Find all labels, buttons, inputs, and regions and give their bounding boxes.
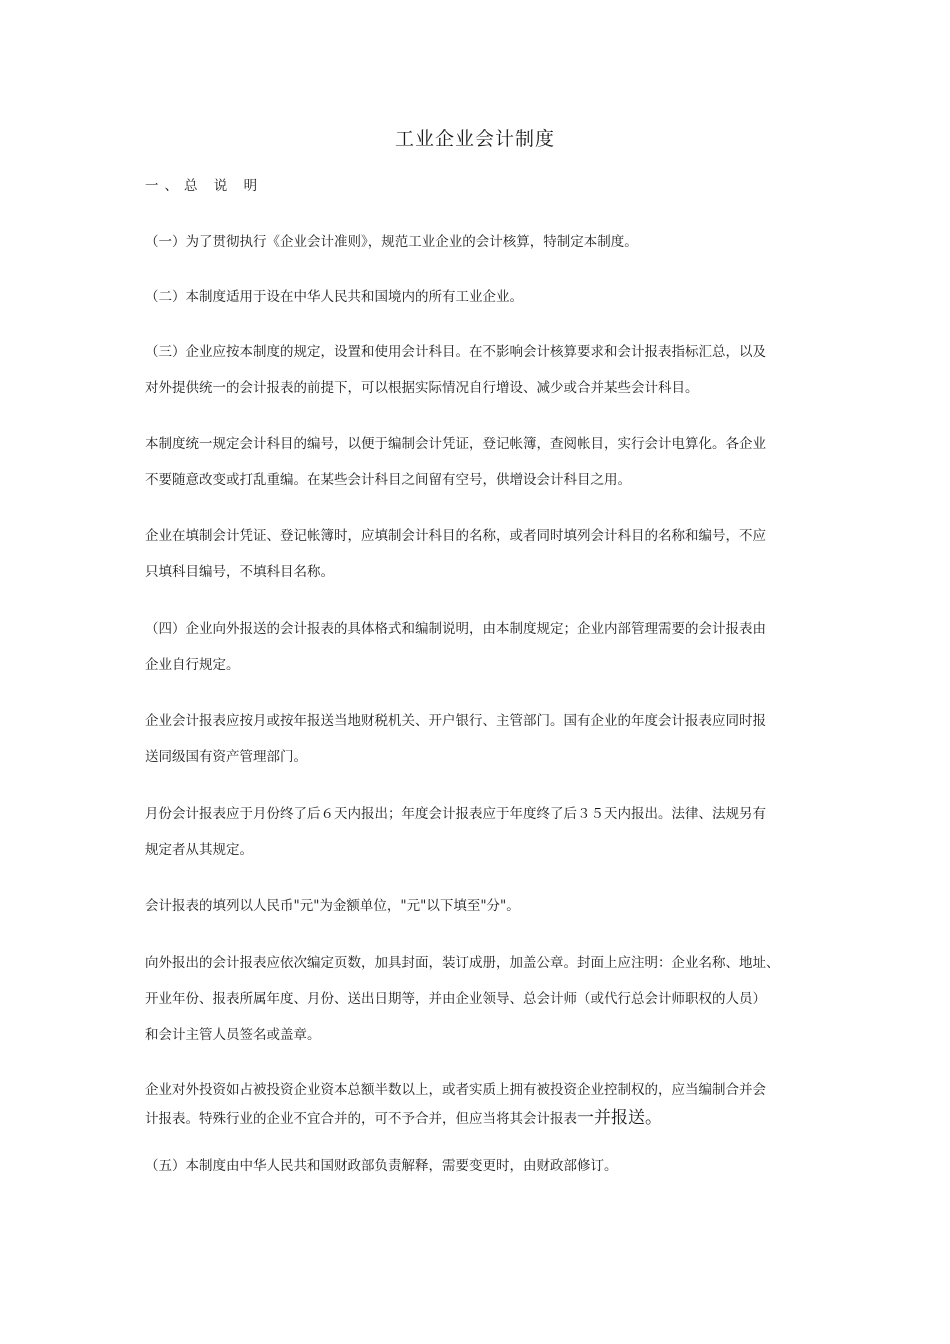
paragraph-line: 开业年份、报表所属年度、月份、送出日期等，并由企业领导、总会计师（或代行总会计师职权的人员） <box>145 991 766 1007</box>
paragraph-line: 只填科目编号，不填科目名称。 <box>145 564 334 580</box>
paragraph-text-large: 一并报送。 <box>577 1108 662 1128</box>
paragraph-line: （三）企业应按本制度的规定，设置和使用会计科目。在不影响会计核算要求和会计报表指标汇总，以及 <box>145 344 766 360</box>
paragraph-line: 会计报表的填列以人民币"元"为金额单位，"元"以下填至"分"。 <box>145 898 520 914</box>
document-title: 工业企业会计制度 <box>394 128 555 150</box>
paragraph-line: （一）为了贯彻执行《企业会计准则》，规范工业企业的会计核算，特制定本制度。 <box>145 234 638 250</box>
paragraph-line: 企业自行规定。 <box>145 657 240 673</box>
paragraph-line: 企业在填制会计凭证、登记帐簿时，应填制会计科目的名称，或者同时填列会计科目的名称和编号，不应 <box>145 528 766 544</box>
paragraph-line: 企业对外投资如占被投资企业资本总额半数以上，或者实质上拥有被投资企业控制权的，应当编制合并会 <box>145 1082 766 1098</box>
paragraph-line <box>145 1108 825 1129</box>
paragraph-line: （四）企业向外报送的会计报表的具体格式和编制说明，由本制度规定；企业内部管理需要的会计报表由 <box>145 621 766 637</box>
paragraph-line: 送同级国有资产管理部门。 <box>145 749 307 765</box>
paragraph-line: 对外提供统一的会计报表的前提下，可以根据实际情况自行增设、减少或合并某些会计科目。 <box>145 380 699 396</box>
paragraph-line: （二）本制度适用于设在中华人民共和国境内的所有工业企业。 <box>145 289 523 305</box>
section-heading: 一、总 说 明 <box>145 178 264 194</box>
paragraph-line: 规定者从其规定。 <box>145 842 253 858</box>
paragraph-line: 企业会计报表应按月或按年报送当地财税机关、开户银行、主管部门。国有企业的年度会计报表应同时报 <box>145 713 766 729</box>
paragraph-line: 不要随意改变或打乱重编。在某些会计科目之间留有空号，供增设会计科目之用。 <box>145 472 631 488</box>
paragraph-text: 计报表。特殊行业的企业不宜合并的，可不予合并，但应当将其会计报表 <box>145 1111 577 1127</box>
paragraph-line: 向外报出的会计报表应依次编定页数，加具封面，装订成册，加盖公章。封面上应注明：企业名称、地址、 <box>145 955 780 971</box>
paragraph-line: 本制度统一规定会计科目的编号，以便于编制会计凭证，登记帐簿，查阅帐目，实行会计电算化。各企业 <box>145 436 766 452</box>
paragraph-line: （五）本制度由中华人民共和国财政部负责解释，需要变更时，由财政部修订。 <box>145 1158 618 1174</box>
paragraph-line: 月份会计报表应于月份终了后６天内报出；年度会计报表应于年度终了后３５天内报出。法律、法规另有 <box>145 806 766 822</box>
paragraph-line: 和会计主管人员签名或盖章。 <box>145 1027 321 1043</box>
